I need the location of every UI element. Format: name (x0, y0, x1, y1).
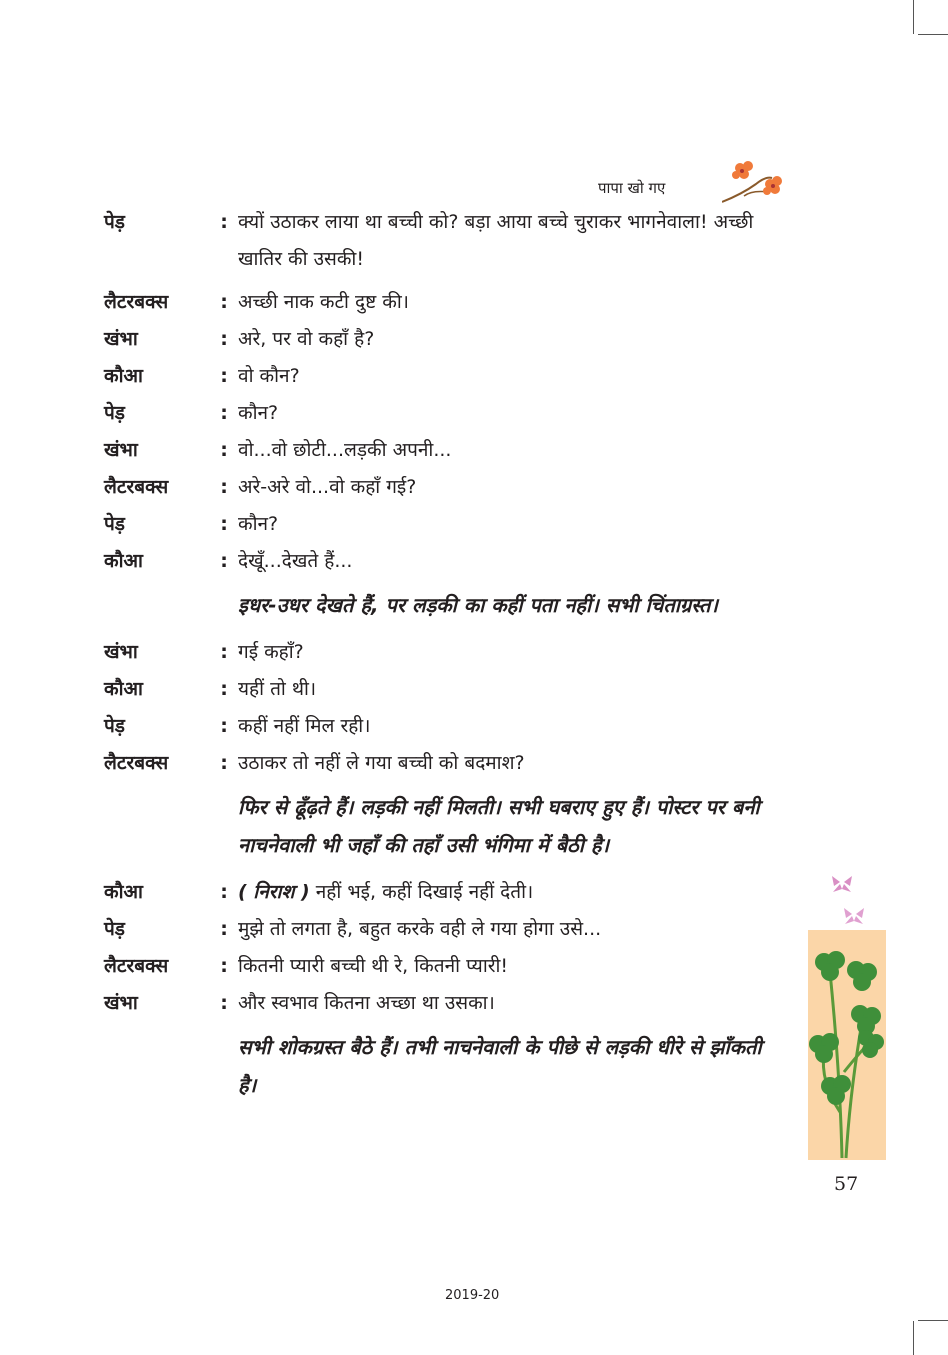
dialogue-line (104, 751, 784, 776)
dialogue-text: यहीं तो थी। (238, 678, 317, 700)
crop-mark-bottom (913, 1321, 914, 1355)
dialogue-line (104, 880, 784, 905)
dialogue-text: उठाकर तो नहीं ले गया बच्ची को बदमाश? (238, 752, 525, 774)
page-number: 57 (834, 1173, 859, 1195)
speaker-name: कौआ (104, 678, 143, 700)
dialogue-line (104, 954, 784, 979)
speaker-colon: : (220, 881, 228, 903)
crop-mark-top (913, 0, 914, 34)
dialogue-text: कौन? (238, 402, 279, 424)
speaker-name: लैटरबक्स (104, 752, 169, 774)
dialogue-text: गई कहाँ? (238, 641, 304, 663)
dialogue-line (104, 640, 784, 665)
dialogue-text: और स्वभाव कितना अच्छा था उसका। (238, 992, 495, 1014)
speaker-name: कौआ (104, 550, 143, 572)
crop-mark-top-h (918, 34, 948, 35)
stage-direction: इधर-उधर देखते हैं, पर लड़की का कहीं पता नहीं। सभी चिंताग्रस्त। (238, 593, 718, 617)
speaker-name: कौआ (104, 365, 143, 387)
dialogue-text: अच्छी नाक कटी दुष्ट की। (238, 291, 409, 313)
dialogue-line (104, 364, 784, 389)
speaker-colon: : (220, 715, 228, 737)
dialogue-text: क्यों उठाकर लाया था बच्ची को? बड़ा आया बच्चे चुराकर भागनेवाला! अच्छी खातिर की उसकी! (238, 211, 754, 270)
speaker-name: खंभा (104, 328, 138, 350)
speaker-colon: : (220, 402, 228, 424)
speaker-colon: : (220, 992, 228, 1014)
speaker-colon: : (220, 550, 228, 572)
speaker-colon: : (220, 918, 228, 940)
footer-year: 2019-20 (445, 1288, 500, 1303)
speaker-name: खंभा (104, 439, 138, 461)
dialogue-line (104, 475, 784, 500)
stage-direction: सभी शोकग्रस्त बैठे हैं। तभी नाचनेवाली के पीछे से लड़की धीरे से झाँकती है। (238, 1035, 762, 1097)
speaker-name: पेड़ (104, 211, 125, 233)
dialogue-line (104, 714, 784, 739)
running-header-title: पापा खो गए (598, 179, 666, 197)
speaker-name: पेड़ (104, 513, 125, 535)
speaker-name: खंभा (104, 992, 138, 1014)
parenthetical-direction: ( निराश ) (238, 881, 310, 903)
speaker-colon: : (220, 328, 228, 350)
dialogue-line (104, 991, 784, 1016)
dialogue-line (104, 512, 784, 537)
speaker-colon: : (220, 211, 228, 233)
speaker-colon: : (220, 752, 228, 774)
dialogue-text (238, 880, 784, 905)
dialogue-line (104, 401, 784, 426)
speaker-name: खंभा (104, 641, 138, 663)
dialogue-text: अरे, पर वो कहाँ है? (238, 328, 375, 350)
speaker-name: लैटरबक्स (104, 291, 169, 313)
speaker-colon: : (220, 291, 228, 313)
dialogue-line (104, 290, 784, 315)
dialogue-text: कहीं नहीं मिल रही। (238, 715, 371, 737)
dialogue-line (104, 438, 784, 463)
speaker-name: पेड़ (104, 402, 125, 424)
stage-direction: फिर से ढूँढ़ते हैं। लड़की नहीं मिलती। सभी घबराए हुए हैं। पोस्टर पर बनी नाचनेवाली भी जहाँ की तहाँ उसी भंगिमा में बैठी है। (238, 795, 760, 857)
clover-plant-butterfly-icon (800, 872, 890, 1162)
speaker-name: लैटरबक्स (104, 476, 169, 498)
speaker-colon: : (220, 641, 228, 663)
dialogue-text-rest: नहीं भई, कहीं दिखाई नहीं देती। (315, 881, 534, 903)
dialogue-body (104, 210, 784, 1120)
dialogue-line (104, 210, 784, 278)
dialogue-line (104, 677, 784, 702)
dialogue-text: कितनी प्यारी बच्ची थी रे, कितनी प्यारी! (238, 955, 509, 977)
dialogue-text: देखूँ...देखते हैं... (238, 550, 353, 572)
dialogue-text: अरे-अरे वो...वो कहाँ गई? (238, 476, 417, 498)
speaker-colon: : (220, 365, 228, 387)
dialogue-line (104, 917, 784, 942)
dialogue-text: वो कौन? (238, 365, 300, 387)
orange-flower-icon (722, 158, 784, 204)
speaker-colon: : (220, 439, 228, 461)
speaker-name: कौआ (104, 881, 143, 903)
dialogue-line (104, 327, 784, 352)
speaker-colon: : (220, 513, 228, 535)
speaker-colon: : (220, 678, 228, 700)
speaker-name: पेड़ (104, 715, 125, 737)
speaker-name: लैटरबक्स (104, 955, 169, 977)
crop-mark-bottom-h (918, 1320, 948, 1321)
dialogue-text: वो...वो छोटी...लड़की अपनी... (238, 439, 452, 461)
dialogue-text: मुझे तो लगता है, बहुत करके वही ले गया होगा उसे... (238, 918, 602, 940)
speaker-colon: : (220, 955, 228, 977)
speaker-name: पेड़ (104, 918, 125, 940)
dialogue-text: कौन? (238, 513, 279, 535)
dialogue-line (104, 549, 784, 574)
speaker-colon: : (220, 476, 228, 498)
